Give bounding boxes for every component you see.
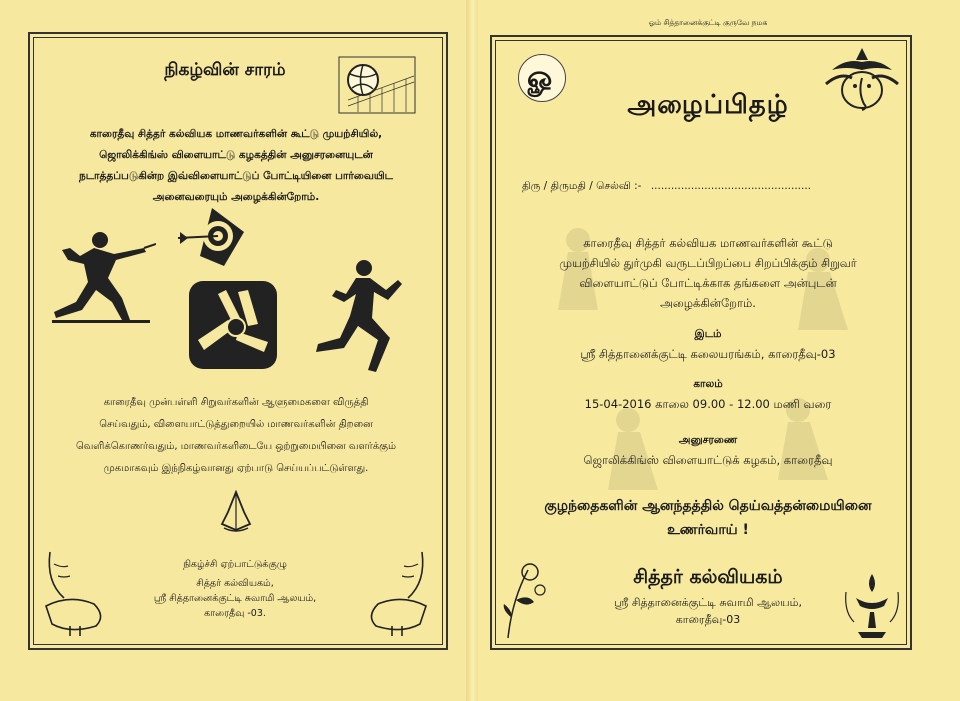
- header-blessing-line: ஓம் சித்தானைக்குட்டி குருவே நமக: [648, 18, 768, 27]
- blessing-text: குழந்தைகளின் ஆனந்தத்தில் தெய்வத்தன்மையினை உணர்வாய் !: [544, 498, 872, 538]
- organizer-block: நிகழ்ச்சி ஏற்பாட்டுக்குழு சித்தர் கல்வியகம், ஸ்ரீ சித்தானைக்குட்டி சுவாமி ஆலயம், காரைதீவு -03.: [120, 557, 350, 621]
- event-summary-title: நிகழ்வின் சாரம்: [164, 60, 286, 80]
- time-label: காலம்: [693, 378, 723, 390]
- purpose-paragraph: காரைதீவு முன்பள்ளி சிறுவர்களின் ஆளுமைகளை விருத்தி செய்வதும், விளையாட்டுத்துறையில் மாணவர்களின் திறனை வெளிக்கொணர்வதும், மாணவர்களிடையே ஒற்றுமையினை வளர்க்கும் முகமாகவும் இந்நிகழ்வானது ஏற்பாடு செய்யப்பட்டுள்ளது.: [75, 397, 397, 474]
- invitation-paragraph: காரைதீவு சித்தர் கல்வியக மாணவர்களின் கூட்டு முயற்சியில் துர்முகி வருடப்பிறப்பை சிறப்பிக்கும் சிறுவர் விளையாட்டுப் போட்டிக்காக தங்களை அன்புடன் அழைக்கின்றோம்.: [559, 236, 857, 310]
- organizer-label: நிகழ்ச்சி ஏற்பாட்டுக்குழு: [183, 559, 287, 570]
- sponsor-value: ஜொலிக்கிங்ஸ் விளையாட்டுக் கழகம், காரைதீவு: [583, 453, 833, 467]
- fencer-icon: [48, 226, 156, 326]
- dancer-hands-right-icon: [362, 546, 432, 638]
- recipient-dots: ................................................: [650, 180, 812, 192]
- oil-lamp-icon: [842, 572, 900, 640]
- venue-section: [518, 328, 898, 363]
- ganesha-kalasam-icon: [822, 44, 902, 114]
- recipient-label: திரு / திருமதி / செல்வி :-: [522, 180, 642, 192]
- intro-paragraph: காரைதீவு சித்தர் கல்வியக மாணவர்களின் கூட்டு முயற்சியில், ஜொலிக்கிங்ஸ் விளையாட்டு கழகத்தின் அனுசரனையுடன் நடாத்தப்படுகின்ற இவ்விளையாட்டுப் போட்டியினை பார்வையிட அனைவரையும் அழைக்கின்றோம்.: [78, 128, 394, 203]
- venue-label: இடம்: [694, 328, 722, 340]
- om-symbol: ௐ: [518, 54, 566, 102]
- left-page: [0, 0, 470, 701]
- invitation-title: அழைப்பிதழ்: [627, 90, 789, 120]
- runner-icon: [310, 256, 406, 380]
- sponsor-section: [518, 434, 898, 469]
- organization-name: சித்தர் கல்வியகம்: [633, 566, 783, 588]
- praying-hands-icon: [218, 490, 254, 532]
- volleyball-icon: [338, 56, 416, 114]
- recipient-line: [522, 180, 811, 193]
- organization-address: ஸ்ரீ சித்தானைக்குட்டி சுவாமி ஆலயம், காரைதீவு-03: [614, 596, 802, 626]
- target-icon: [178, 206, 246, 268]
- right-page: [478, 0, 960, 701]
- floral-ornament-left-icon: [498, 560, 556, 640]
- time-value: 15-04-2016 காலை 09.00 - 12.00 மணி வரை: [584, 397, 832, 411]
- sponsor-label: அனுசரணை: [678, 434, 738, 446]
- time-section: [518, 378, 898, 413]
- venue-value: ஸ்ரீ சித்தானைக்குட்டி கலையரங்கம், காரைதீவு-03: [580, 347, 836, 361]
- teamwork-hands-icon: [188, 280, 278, 370]
- dancer-hands-left-icon: [40, 546, 110, 638]
